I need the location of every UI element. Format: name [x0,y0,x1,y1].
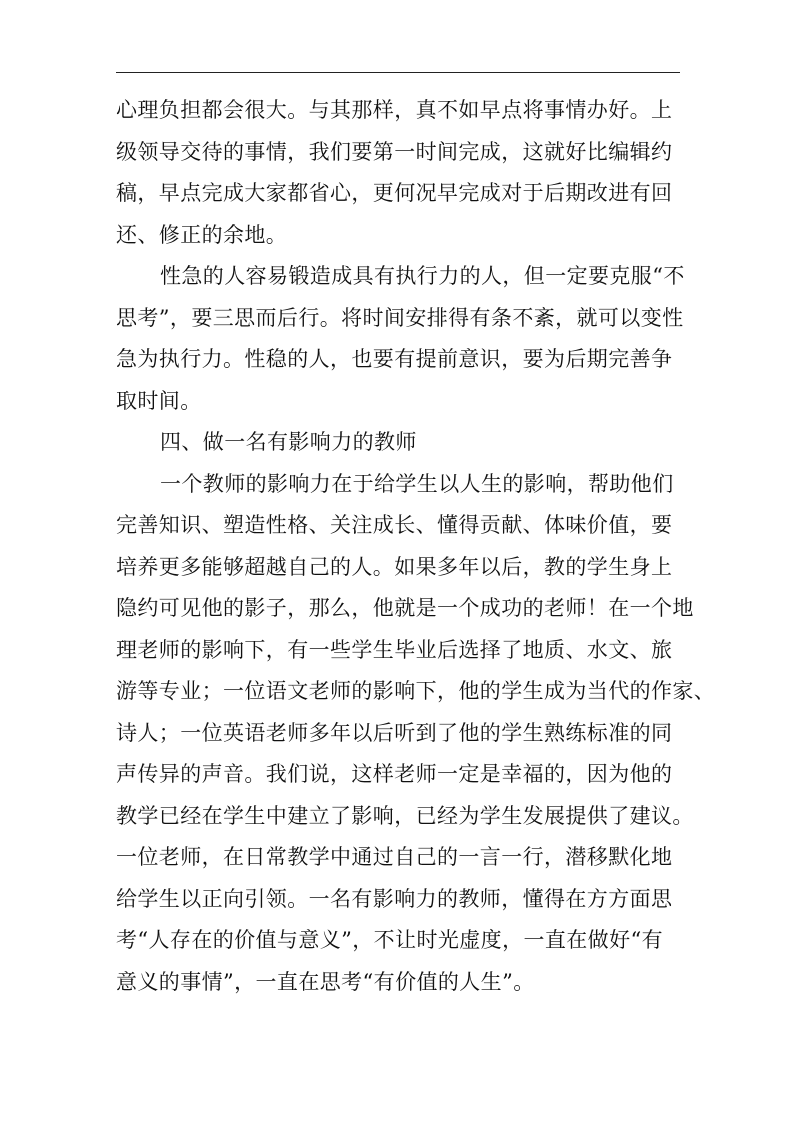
paragraph-line: 隐约可见他的影子，那么，他就是一个成功的老师！在一个地 [116,596,694,620]
paragraph-line: 考“人存在的价值与意义”，不让时光虚度，一直在做好“有 [116,928,664,952]
paragraph-line: 一位老师，在日常教学中通过自己的一言一行，潜移默化地 [116,845,673,869]
paragraph-line: 给学生以正向引领。一名有影响力的教师，懂得在方方面思 [116,886,673,911]
paragraph-line: 培养更多能够超越自己的人。如果多年以后，教的学生身上 [116,554,673,579]
paragraph-line: 教学已经在学生中建立了影响，已经为学生发展提供了建议。 [116,803,694,828]
paragraph-line: 声传异的声音。我们说，这样老师一定是幸福的，因为他的 [116,762,673,786]
paragraph-line: 诗人；一位英语老师多年以后听到了他的学生熟练标准的同 [116,720,673,745]
paragraph-line: 思考”，要三思而后行。将时间安排得有条不紊，就可以变性 [116,305,684,330]
paragraph-line: 一个教师的影响力在于给学生以人生的影响，帮助他们 [160,471,674,496]
header-rule [116,72,680,73]
paragraph-line: 游等专业；一位语文老师的影响下，他的学生成为当代的作家、 [116,679,716,703]
paragraph-line: 急为执行力。性稳的人，也要有提前意识，要为后期完善争 [116,347,673,371]
paragraph-line: 稿，早点完成大家都省心，更何况早完成对于后期改进有回 [116,181,673,205]
paragraph-line: 还、修正的余地。 [116,222,288,247]
section-heading: 四、做一名有影响力的教师 [160,430,417,454]
paragraph-line: 性急的人容易锻造成具有执行力的人，但一定要克服“不 [160,264,685,288]
paragraph-line: 意义的事情”，一直在思考“有价值的人生”。 [116,969,535,994]
paragraph-line: 级领导交待的事情，我们要第一时间完成，这就好比编辑约 [116,139,673,164]
paragraph-line: 完善知识、塑造性格、关注成长、懂得贡献、体味价值，要 [116,513,673,537]
paragraph-line: 取时间。 [116,388,202,413]
paragraph-line: 理老师的影响下，有一些学生毕业后选择了地质、水文、旅 [116,637,673,662]
paragraph-line: 心理负担都会很大。与其那样，真不如早点将事情办好。上 [116,98,673,122]
document-body [116,90,716,1003]
